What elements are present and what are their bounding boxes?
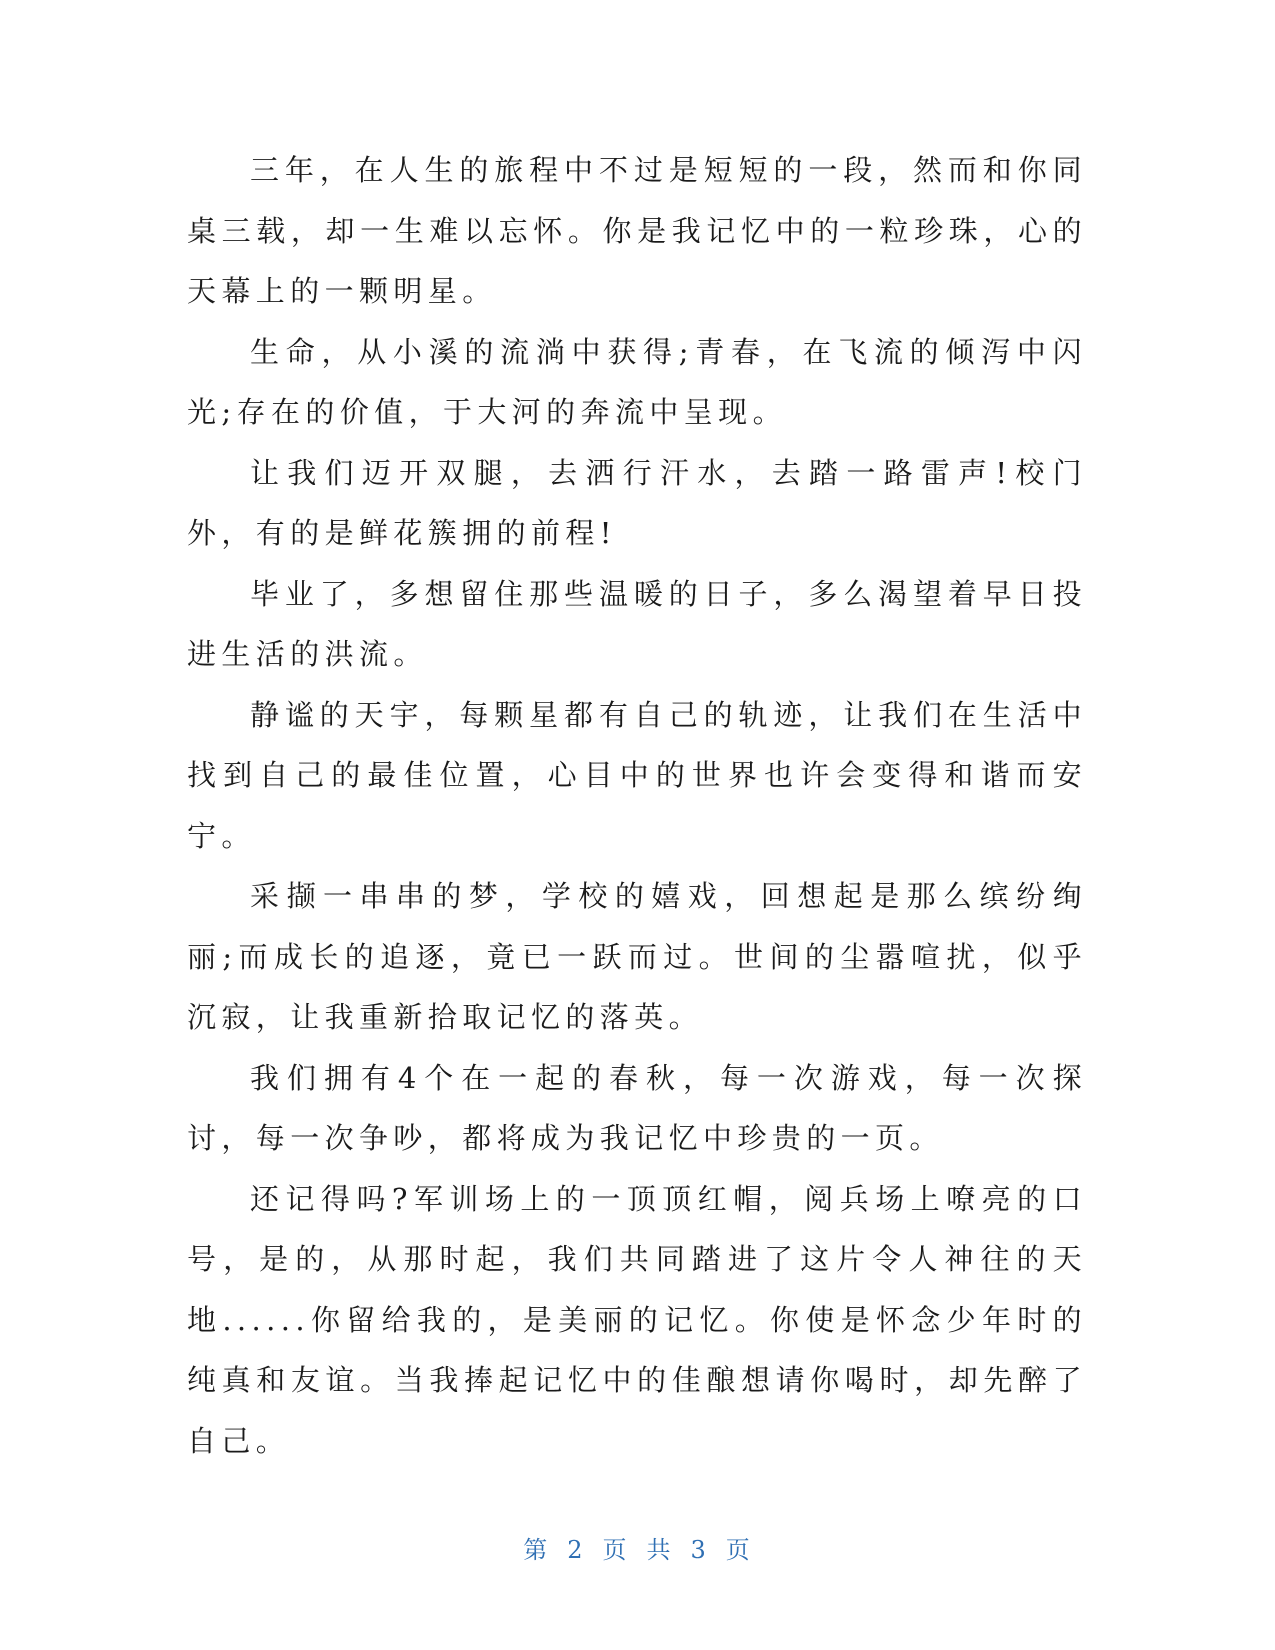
paragraph: 我们拥有4个在一起的春秋，每一次游戏，每一次探讨，每一次争吵，都将成为我记忆中珍贵的一页。 bbox=[187, 1060, 1087, 1155]
page-footer bbox=[0, 1530, 1275, 1565]
paragraph: 还记得吗?军训场上的一顶顶红帽，阅兵场上嘹亮的口号，是的，从那时起，我们共同踏进了这片令人神往的天地......你留给我的，是美丽的记忆。你使是怀念少年时的纯真和友谊。当我捧起记忆中的佳酿想请你喝时，却先醉了自己。 bbox=[187, 1181, 1087, 1458]
paragraph: 生命，从小溪的流淌中获得;青春，在飞流的倾泻中闪光;存在的价值，于大河的奔流中呈现。 bbox=[187, 334, 1087, 429]
page-label-prefix: 第 bbox=[523, 1536, 550, 1564]
total-label-prefix: 共 bbox=[646, 1536, 673, 1564]
paragraph: 静谧的天宇，每颗星都有自己的轨迹，让我们在生活中找到自己的最佳位置，心目中的世界也许会变得和谐而安宁。 bbox=[187, 697, 1087, 853]
paragraph: 采撷一串串的梦，学校的嬉戏，回想起是那么缤纷绚丽;而成长的追逐，竟已一跃而过。世间的尘嚣喧扰，似乎沉寂，让我重新拾取记忆的落英。 bbox=[187, 879, 1087, 1034]
document-body bbox=[187, 140, 1087, 1471]
current-page-number: 2 bbox=[567, 1536, 585, 1564]
paragraph: 让我们迈开双腿，去洒行汗水，去踏一路雷声!校门外，有的是鲜花簇拥的前程! bbox=[187, 455, 1087, 550]
total-pages-number: 3 bbox=[690, 1536, 708, 1564]
paragraph: 三年，在人生的旅程中不过是短短的一段，然而和你同桌三载，却一生难以忘怀。你是我记忆中的一粒珍珠，心的天幕上的一颗明星。 bbox=[187, 153, 1087, 308]
paragraph: 毕业了，多想留住那些温暖的日子，多么渴望着早日投进生活的洪流。 bbox=[187, 576, 1087, 671]
page-label-suffix: 页 bbox=[725, 1536, 752, 1564]
page-label-mid: 页 bbox=[602, 1536, 629, 1564]
